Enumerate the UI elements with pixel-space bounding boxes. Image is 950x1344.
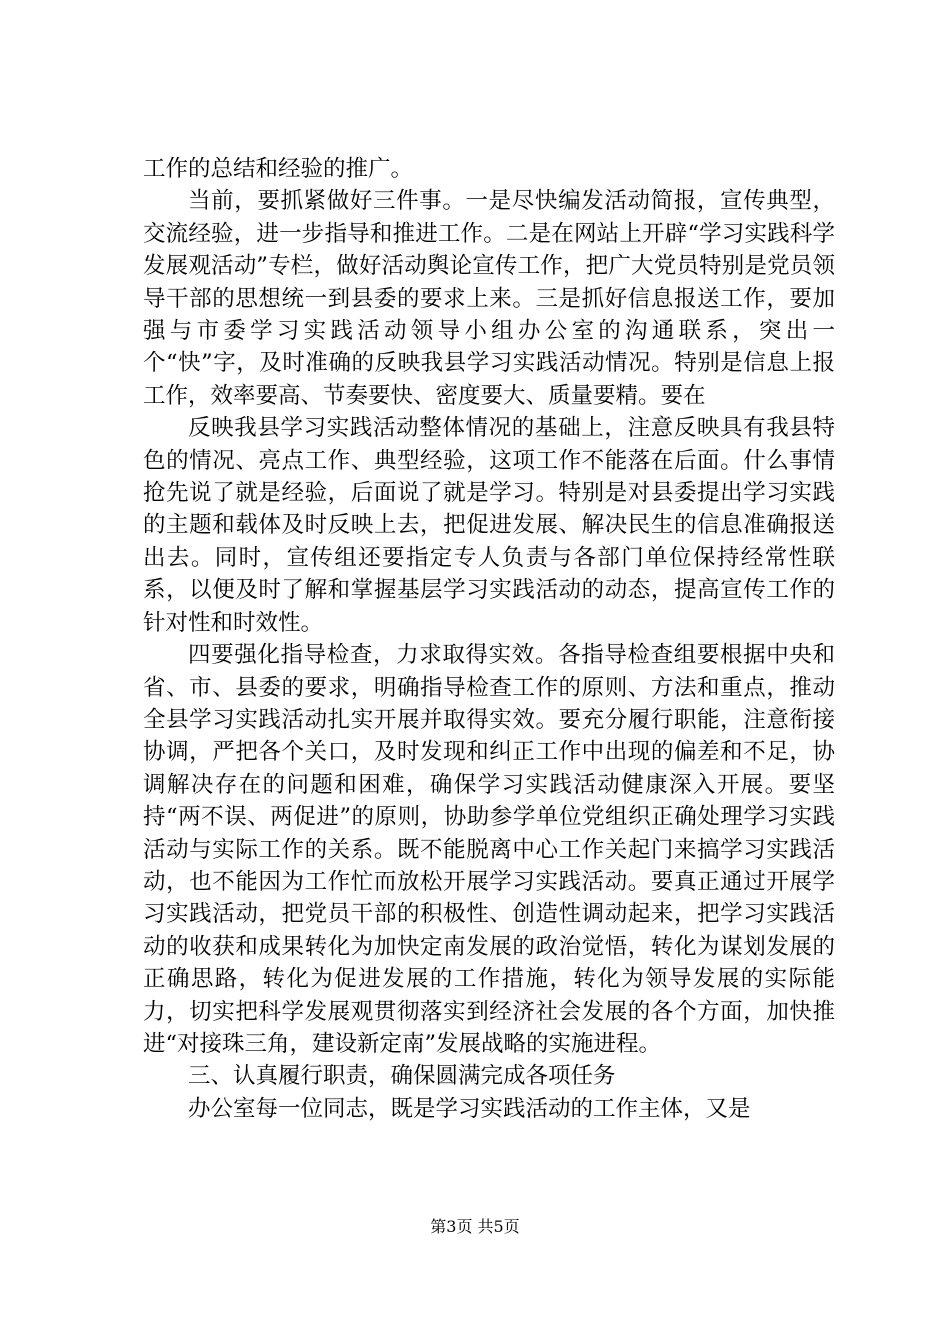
document-body — [143, 153, 835, 1125]
paragraph-2: 当前，要抓紧做好三件事。一是尽快编发活动简报，宣传典型，交流经验，进一步指导和推进工作。二是在网站上开辟“学习实践科学发展观活动”专栏，做好活动舆论宣传工作，把广大党员特别是党员领导干部的思想统一到县委的要求上来。三是抓好信息报送工作，要加强与市委学习实践活动领导小组办公室的沟通联系，突出一个“快”字，及时准确的反映我县学习实践活动情况。特别是信息上报工作，效率要高、节奏要快、密度要大、质量要精。要在 — [143, 188, 835, 409]
paragraph-4: 四要强化指导检查，力求取得实效。各指导检查组要根据中央和省、市、县委的要求，明确指导检查工作的原则、方法和重点，推动全县学习实践活动扎实开展并取得实效。要充分履行职能，注意衔接协调，严把各个关口，及时发现和纠正工作中出现的偏差和不足，协调解决存在的问题和困难，确保学习实践活动健康深入开展。要坚持“两不误、两促进”的原则，协助参学单位党组织正确处理学习实践活动与实际工作的关系。既不能脱离中心工作关起门来搞学习实践活动，也不能因为工作忙而放松开展学习实践活动。要真正通过开展学习实践活动，把党员干部的积极性、创造性调动起来，把学习实践活动的收获和成果转化为加快定南发展的政治觉悟，转化为谋划发展的正确思路，转化为促进发展的工作措施，转化为领导发展的实际能力，切实把科学发展观贯彻落实到经济社会发展的各个方面，加快推进“对接珠三角，建设新定南”发展战略的实施进程。 — [143, 642, 835, 1057]
paragraph-1: 工作的总结和经验的推广。 — [143, 156, 414, 182]
paragraph-3: 反映我县学习实践活动整体情况的基础上，注意反映具有我县特色的情况、亮点工作、典型经验，这项工作不能落在后面。什么事情抢先说了就是经验，后面说了就是学习。特别是对县委提出学习实践的主题和载体及时反映上去，把促进发展、解决民生的信息准确报送出去。同时，宣传组还要指定专人负责与各部门单位保持经常性联系，以便及时了解和掌握基层学习实践活动的动态，提高宣传工作的针对性和时效性。 — [143, 415, 835, 636]
page-footer: 第3页 共5页 — [430, 1217, 520, 1236]
section-heading: 三、认真履行职责，确保圆满完成各项任务 — [188, 1063, 616, 1090]
paragraph-5: 办公室每一位同志，既是学习实践活动的工作主体，又是 — [188, 1095, 751, 1122]
